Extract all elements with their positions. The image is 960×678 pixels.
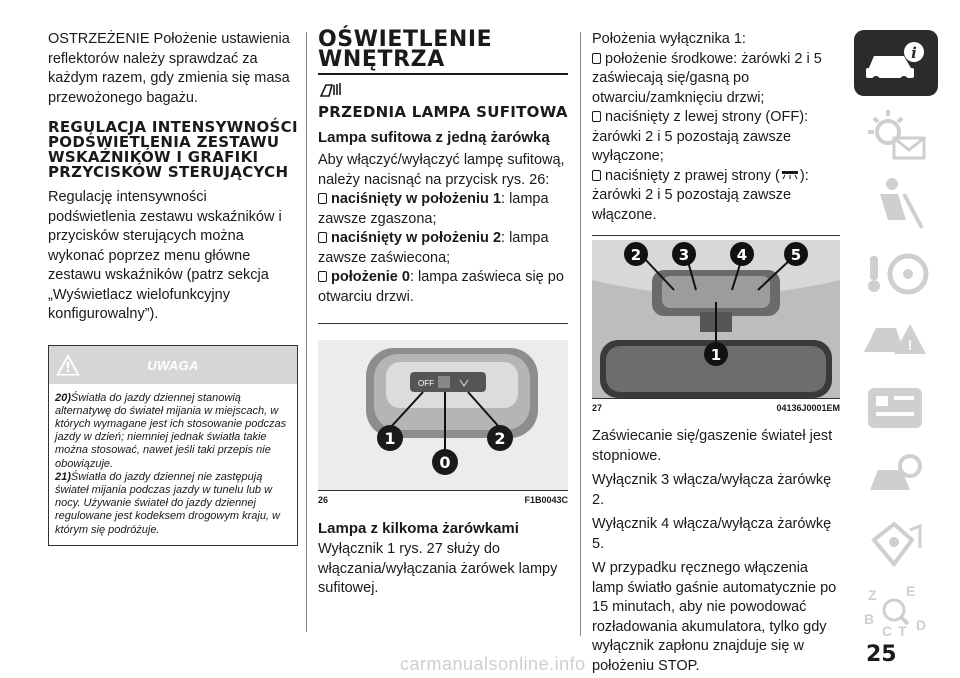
svg-text:i: i bbox=[911, 44, 917, 62]
figure-number: 27 bbox=[592, 403, 603, 413]
column-right bbox=[592, 28, 840, 676]
single-bulb-paragraph: Aby włączyć/wyłączyć lampę sufitową, należy nacisnąć na przycisk rys. 26: bbox=[318, 152, 565, 188]
section-heading-dimming: REGULACJA INTENSYWNOŚCI PODŚWIETLENIA ZESTAWU WSKAŹNIKÓW I GRAFIKI PRZYCISKÓW STERUJĄCYCH bbox=[48, 118, 298, 181]
tab-multimedia[interactable] bbox=[854, 510, 938, 576]
list-item-center bbox=[592, 50, 840, 109]
gradual-paragraph: Zaświecanie się/gaszenie świateł jest stopniowe. bbox=[592, 428, 833, 464]
section-title-rule bbox=[318, 73, 568, 75]
section-title-interior-lights: OŚWIETLENIE WNĘTRZA bbox=[318, 27, 493, 72]
notice-title: UWAGA bbox=[147, 357, 199, 373]
figure-code: F1B0043C bbox=[524, 495, 568, 505]
list-item-position-1 bbox=[318, 190, 568, 229]
figure-26 bbox=[318, 340, 568, 490]
switch-4-paragraph: Wyłącznik 4 włącza/wyłącza żarówkę 5. bbox=[592, 516, 832, 552]
interior-light-symbol-icon bbox=[780, 169, 800, 180]
tab-safety[interactable] bbox=[854, 170, 938, 236]
tab-knowing-the-car[interactable] bbox=[854, 30, 938, 96]
maintenance-icon bbox=[854, 442, 938, 508]
warning-light-icon bbox=[854, 306, 938, 372]
tab-warning-lights[interactable] bbox=[854, 306, 938, 372]
callout-1: 1 bbox=[710, 346, 722, 364]
notice-body bbox=[49, 384, 297, 545]
list-item-text: : lampa zawsze zaświecona; bbox=[318, 230, 549, 266]
index-letter: Z bbox=[868, 587, 877, 603]
column-middle bbox=[318, 28, 568, 599]
list-item-position-0 bbox=[318, 268, 568, 307]
column-left bbox=[48, 28, 298, 546]
index-letter: E bbox=[906, 583, 916, 599]
multi-bulb-lamp-photo bbox=[592, 240, 840, 398]
list-item-position-2 bbox=[318, 229, 568, 268]
callout-2: 2 bbox=[630, 246, 642, 264]
callout-3: 3 bbox=[678, 246, 690, 264]
notice-box bbox=[48, 345, 298, 546]
bullet-icon bbox=[592, 111, 601, 122]
callout-4: 4 bbox=[736, 246, 748, 264]
index-icon bbox=[854, 578, 938, 644]
list-item-left bbox=[592, 108, 840, 167]
figure-26-caption bbox=[318, 495, 568, 505]
dome-lamp-illustration bbox=[318, 340, 568, 490]
heading-single-bulb: Lampa sufitowa z jedną żarówką bbox=[318, 129, 550, 146]
figure-27-caption bbox=[592, 403, 840, 413]
callout-2: 2 bbox=[494, 429, 506, 448]
index-letter: D bbox=[916, 617, 927, 633]
multimedia-icon bbox=[854, 510, 938, 576]
list-item-bold: naciśnięty w położeniu 2 bbox=[331, 230, 502, 246]
svg-text:!: ! bbox=[907, 337, 913, 353]
tab-maintenance[interactable] bbox=[854, 442, 938, 508]
notice-header bbox=[49, 346, 297, 384]
off-label: OFF bbox=[418, 379, 434, 388]
tab-emergency[interactable] bbox=[854, 374, 938, 440]
list-item-text: naciśnięty z prawej strony ( bbox=[605, 167, 780, 184]
bullet-icon bbox=[592, 170, 601, 181]
column-divider-2 bbox=[580, 32, 581, 636]
list-item-text: naciśnięty z lewej strony (OFF): żarówki 2 i 5 pozostają zawsze wyłączone; bbox=[592, 109, 809, 164]
auto-off-paragraph: W przypadku ręcznego włączenia lamp światło gaśnie automatycznie po 15 minutach, aby nie powodować rozładowania akumulatora, tylko gdy wyłącznik zapłonu znajduje się w położeniu STOP. bbox=[592, 560, 837, 674]
list-item-text: : lampa zawsze zgaszona; bbox=[318, 191, 549, 227]
note-21-number: 21) bbox=[55, 470, 71, 483]
bullet-icon bbox=[318, 232, 327, 243]
starting-driving-icon bbox=[854, 238, 938, 304]
chapter-sidebar bbox=[854, 30, 938, 639]
warning-intro: OSTRZEŻENIE Położenie ustawienia reflektorów należy sprawdzać za każdym razem, gdy zmienia się masa przewożonego bagażu. bbox=[48, 31, 290, 106]
figure-rule-bottom bbox=[318, 490, 568, 491]
bullet-icon bbox=[318, 271, 327, 282]
column-divider-1 bbox=[306, 32, 307, 632]
note-20-text: Światła do jazdy dziennej stanowią alternatywę do świateł mijania w miejscach, w których wymagane jest ich stosowanie podczas jazdy w dzień; niemniej jednak światła takie można stosować, nawet jeśli taki przepis nie obowiązuje. bbox=[55, 391, 287, 470]
callout-5: 5 bbox=[790, 246, 802, 264]
watermark: carmanualsonline.info bbox=[400, 654, 586, 674]
page-number: 25 bbox=[866, 642, 897, 667]
note-20-number: 20) bbox=[55, 391, 71, 404]
list-item-text: : lampa zaświeca się po otwarciu drzwi. bbox=[318, 269, 564, 305]
emergency-icon bbox=[854, 374, 938, 440]
figure-rule-top bbox=[318, 323, 568, 324]
figure-rule-top bbox=[592, 235, 840, 236]
figure-rule-bottom bbox=[592, 398, 840, 399]
list-item-text: położenie środkowe: żarówki 2 i 5 zaświecają się/gasną po otwarciu/zamknięciu drzwi; bbox=[592, 50, 822, 106]
svg-text:!: ! bbox=[65, 360, 71, 376]
list-item-right bbox=[592, 167, 840, 226]
tab-starting-driving[interactable] bbox=[854, 238, 938, 304]
lights-icon bbox=[854, 102, 938, 168]
note-21-text: Światła do jazdy dziennej nie zastępują świateł mijania podczas jazdy w tunelu lub w nocy. Używanie świateł do jazdy dziennej regulowane jest kodeksem drogowym kraju, w którym się podróżuje. bbox=[55, 470, 280, 536]
multi-bulb-paragraph: Wyłącznik 1 rys. 27 służy do włączania/wyłączania żarówek lampy sufitowej. bbox=[318, 541, 558, 596]
list-item-bold: naciśnięty w położeniu 1 bbox=[331, 191, 502, 207]
figure-number: 26 bbox=[318, 495, 329, 505]
figure-code: 04136J0001EM bbox=[776, 403, 840, 413]
interior-light-icon bbox=[318, 79, 344, 99]
index-letter: B bbox=[864, 611, 875, 627]
index-letter: C bbox=[882, 623, 893, 639]
seat-safety-icon bbox=[854, 170, 938, 236]
index-letter: T bbox=[898, 623, 907, 639]
tab-index[interactable] bbox=[854, 578, 938, 644]
subsection-front-lamp: PRZEDNIA LAMPA SUFITOWA bbox=[318, 103, 568, 121]
dimming-paragraph: Regulację intensywności podświetlenia zestawu wskaźników i przycisków sterujących można wykonać poprzez menu główne zestawu wskaźników (patrz sekcja „Wyświetlacz wielofunkcyjny konfigurowalny”). bbox=[48, 189, 282, 322]
heading-multi-bulb: Lampa z kilkoma żarówkami bbox=[318, 520, 519, 537]
car-info-icon bbox=[854, 30, 938, 96]
callout-1: 1 bbox=[384, 429, 396, 448]
list-item-bold: położenie 0 bbox=[331, 269, 410, 285]
switch-3-paragraph: Wyłącznik 3 włącza/wyłącza żarówkę 2. bbox=[592, 472, 832, 508]
callout-0: 0 bbox=[439, 453, 451, 472]
bullet-icon bbox=[318, 193, 327, 204]
tab-lights[interactable] bbox=[854, 102, 938, 168]
bullet-icon bbox=[592, 53, 601, 64]
figure-27 bbox=[592, 240, 840, 398]
list-item-text: ): żarówki 2 i 5 pozostają zawsze włączone. bbox=[592, 167, 809, 223]
switch-positions-intro: Położenia wyłącznika 1: bbox=[592, 31, 746, 47]
